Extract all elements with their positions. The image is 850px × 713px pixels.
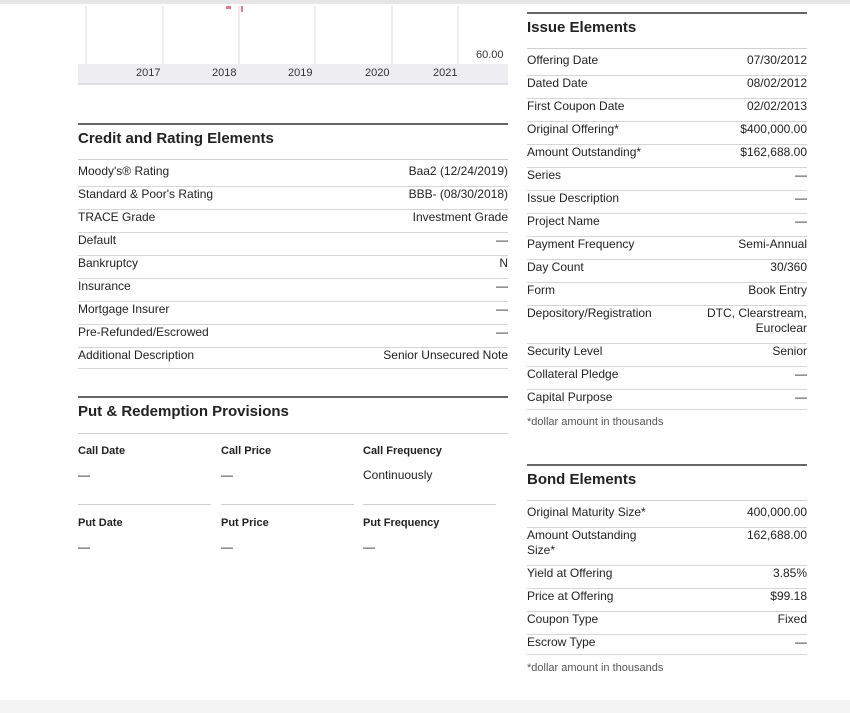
issue-row-amount-outstanding	[527, 145, 807, 168]
issue-row-original-offering	[527, 122, 807, 145]
credit-section-rule	[78, 123, 508, 125]
put-price-value: —	[221, 540, 233, 554]
credit-value: Investment Grade	[412, 210, 508, 224]
issue-label: Original Offering*	[527, 122, 619, 136]
issue-row-payment-frequency	[527, 237, 807, 260]
issue-label: Form	[527, 283, 555, 297]
issue-label: Depository/Registration	[527, 306, 652, 320]
issue-value: —	[795, 214, 807, 228]
top-scroll-edge	[0, 0, 850, 4]
bond-value: Fixed	[777, 612, 807, 626]
credit-row-additional-description	[78, 348, 508, 369]
credit-label: Mortgage Insurer	[78, 302, 170, 316]
issue-value: Book Entry	[748, 283, 807, 297]
credit-label: TRACE Grade	[78, 210, 156, 224]
issue-row-collateral-pledge	[527, 367, 807, 390]
credit-label: Insurance	[78, 279, 131, 293]
price-chart	[78, 6, 508, 85]
bond-row-yield-at-offering	[527, 566, 807, 589]
issue-value: 08/02/2012	[746, 76, 807, 90]
credit-label: Bankruptcy	[78, 256, 139, 270]
issue-section-rule	[527, 12, 807, 14]
bond-footnote: *dollar amount in thousands	[527, 662, 664, 674]
bond-label: Price at Offering	[527, 589, 614, 603]
issue-row-issue-description	[527, 191, 807, 214]
credit-value: —	[496, 279, 508, 293]
bond-row-escrow-type	[527, 635, 807, 655]
credit-value: —	[496, 233, 508, 247]
credit-label: Default	[78, 233, 117, 247]
chart-data-mark	[241, 6, 243, 12]
bond-label: Original Maturity Size*	[527, 505, 646, 519]
issue-value: 30/360	[770, 260, 807, 274]
issue-value: $400,000.00	[740, 122, 807, 136]
credit-row-insurance	[78, 279, 508, 302]
credit-header-rule	[78, 159, 508, 160]
chart-x-tick-2019: 2019	[288, 67, 313, 79]
issue-row-offering-date	[527, 53, 807, 76]
bond-row-amount-outstanding-size	[527, 528, 807, 566]
issue-row-day-count	[527, 260, 807, 283]
issue-row-security-level	[527, 344, 807, 367]
credit-label: Pre-Refunded/Escrowed	[78, 325, 209, 339]
put-price-label: Put Price	[221, 517, 269, 529]
credit-row-mortgage-insurer	[78, 302, 508, 325]
bond-row-price-at-offering	[527, 589, 807, 612]
credit-section-title: Credit and Rating Elements	[78, 130, 274, 147]
issue-label: Security Level	[527, 344, 603, 358]
issue-row-dated-date	[527, 76, 807, 99]
issue-label: Series	[527, 168, 562, 182]
credit-value: Baa2 (12/24/2019)	[408, 164, 508, 178]
call-date-label: Call Date	[78, 445, 126, 457]
issue-row-capital-purpose	[527, 390, 807, 410]
call-date-value: —	[78, 468, 90, 482]
credit-row-prerefunded	[78, 325, 508, 348]
bond-section-title: Bond Elements	[527, 471, 637, 488]
chart-y-tick-label: 60.00	[476, 49, 504, 61]
put-section-title: Put & Redemption Provisions	[78, 403, 289, 420]
issue-value: Semi-Annual	[738, 237, 807, 251]
bottom-scroll-edge	[0, 700, 850, 713]
call-frequency-value: Continuously	[363, 468, 433, 482]
issue-value: 07/30/2012	[746, 53, 807, 67]
issue-label: Offering Date	[527, 53, 599, 67]
credit-label: Moody's® Rating	[78, 164, 170, 178]
issue-value: —	[795, 367, 807, 381]
credit-value: —	[496, 302, 508, 316]
chart-x-tick-2018: 2018	[212, 67, 237, 79]
bond-label: Amount Outstanding Size*	[527, 528, 637, 557]
issue-row-form	[527, 283, 807, 306]
chart-x-tick-2020: 2020	[365, 67, 390, 79]
issue-header-rule	[527, 48, 807, 49]
bond-header-rule	[527, 500, 807, 501]
credit-value: BBB- (08/30/2018)	[408, 187, 508, 201]
issue-label: Amount Outstanding*	[527, 145, 642, 159]
credit-label: Standard & Poor's Rating	[78, 187, 214, 201]
put-section-rule	[78, 396, 508, 398]
issue-value: 02/02/2013	[746, 99, 807, 113]
chart-x-tick-2021: 2021	[433, 67, 458, 79]
issue-footnote: *dollar amount in thousands	[527, 416, 664, 428]
call-date-rule	[78, 504, 211, 505]
bond-value: $99.18	[770, 589, 807, 603]
issue-row-first-coupon-date	[527, 99, 807, 122]
issue-value: —	[795, 191, 807, 205]
bond-row-original-maturity-size	[527, 505, 807, 528]
bond-value: —	[795, 635, 807, 649]
put-frequency-value: —	[363, 540, 375, 554]
issue-label: Project Name	[527, 214, 600, 228]
issue-label: First Coupon Date	[527, 99, 625, 113]
call-frequency-rule	[363, 504, 496, 505]
call-price-value: —	[221, 468, 233, 482]
bond-value: 3.85%	[772, 566, 807, 580]
call-frequency-label: Call Frequency	[363, 445, 442, 457]
issue-section-title: Issue Elements	[527, 19, 637, 36]
issue-row-depository	[527, 306, 807, 344]
credit-row-bankruptcy	[78, 256, 508, 279]
issue-label: Capital Purpose	[527, 390, 613, 404]
credit-row-default	[78, 233, 508, 256]
issue-value: DTC, Clearstream, Euroclear	[706, 306, 807, 335]
credit-label: Additional Description	[78, 348, 195, 362]
issue-value: —	[795, 390, 807, 404]
chart-data-mark	[226, 6, 231, 9]
credit-row-sp	[78, 187, 508, 210]
credit-row-trace	[78, 210, 508, 233]
bond-label: Yield at Offering	[527, 566, 613, 580]
issue-row-series	[527, 168, 807, 191]
credit-value: Senior Unsecured Note	[383, 348, 508, 362]
issue-value: $162,688.00	[740, 145, 807, 159]
call-price-label: Call Price	[221, 445, 272, 457]
put-frequency-label: Put Frequency	[363, 517, 440, 529]
issue-label: Day Count	[527, 260, 584, 274]
put-date-label: Put Date	[78, 517, 123, 529]
call-price-rule	[221, 504, 354, 505]
credit-value: N	[499, 256, 508, 270]
credit-row-moodys	[78, 164, 508, 187]
credit-value: —	[496, 325, 508, 339]
put-header-rule	[78, 433, 508, 434]
bond-value: 162,688.00	[746, 528, 807, 542]
issue-value: Senior	[772, 344, 807, 358]
issue-label: Collateral Pledge	[527, 367, 619, 381]
bond-value: 400,000.00	[746, 505, 807, 519]
put-date-value: —	[78, 540, 90, 554]
issue-label: Issue Description	[527, 191, 620, 205]
issue-value: —	[795, 168, 807, 182]
chart-x-tick-2017: 2017	[136, 67, 161, 79]
bond-label: Coupon Type	[527, 612, 599, 626]
bond-row-coupon-type	[527, 612, 807, 635]
bond-section-rule	[527, 464, 807, 466]
issue-label: Payment Frequency	[527, 237, 635, 251]
bond-label: Escrow Type	[527, 635, 596, 649]
issue-label: Dated Date	[527, 76, 588, 90]
issue-row-project-name	[527, 214, 807, 237]
